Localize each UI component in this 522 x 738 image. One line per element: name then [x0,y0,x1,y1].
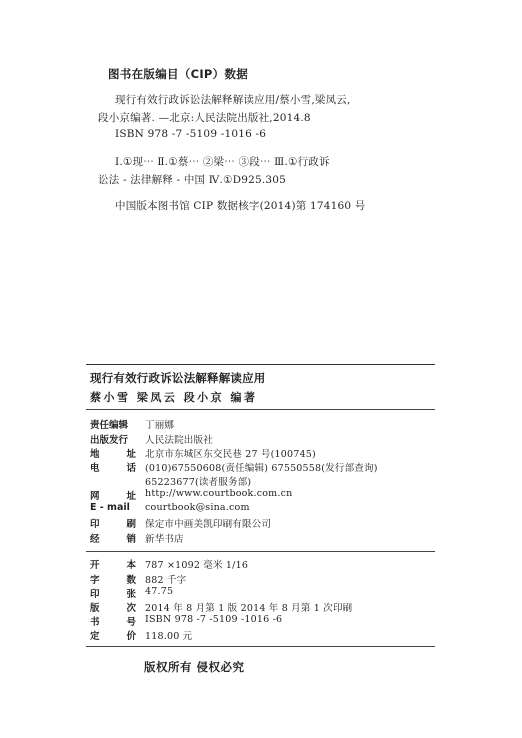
value-website: http://www.courtbook.com.cn [145,488,293,499]
cip-line-4: Ⅰ.①现⋯ Ⅱ.①蔡⋯ ②梁⋯ ③段⋯ Ⅲ.①行政诉 [115,156,330,168]
value-format: 787 ×1092 毫米 1/16 [145,560,249,571]
value-isbn: ISBN 978 -7 -5109 -1016 -6 [145,614,283,625]
value-phone: (010)67550608(责任编辑) 67550558(发行部查询) [145,463,378,474]
copyright-notice: 版权所有 侵权必究 [144,660,245,674]
value-address: 北京市东城区东交民巷 27 号(100745) [145,449,316,460]
divider-publisher [86,409,435,410]
label-isbn: 书 号 [90,617,136,628]
label-format: 开 本 [90,560,136,571]
cip-heading: 图书在版编目（CIP）数据 [108,67,249,81]
divider-specs [86,551,435,552]
label-phone: 电 话 [90,463,136,474]
cip-line-2: 段小京编著. —北京:人民法院出版社,2014.8 [98,112,311,124]
label-email: E - mail [90,502,130,513]
label-sheets: 印 张 [90,589,136,600]
book-title: 现行有效行政诉讼法解释解读应用 [90,371,266,385]
cip-line-5: 讼法 - 法律解释 - 中国 Ⅳ.①D925.305 [98,174,287,186]
label-edition: 版 次 [90,603,136,614]
label-printer: 印 刷 [90,519,136,530]
value-price: 118.00 元 [145,631,193,642]
cip-line-3: ISBN 978 -7 -5109 -1016 -6 [115,128,267,140]
label-website: 网 址 [90,491,136,502]
value-publisher: 人民法院出版社 [145,435,213,446]
value-distributor: 新华书店 [145,534,184,545]
label-distributor: 经 销 [90,534,136,545]
label-editor: 责任编辑 [90,420,129,431]
value-word-count: 882 千字 [145,575,187,586]
value-phone-reader-service: 65223677(读者服务部) [145,477,252,488]
label-word-count: 字 数 [90,575,136,586]
cip-line-6: 中国版本图书馆 CIP 数据核字(2014)第 174160 号 [115,200,366,212]
value-email: courtbook@sina.com [145,502,250,513]
value-edition: 2014 年 8 月第 1 版 2014 年 8 月第 1 次印刷 [145,603,353,614]
value-editor: 丁丽娜 [145,420,175,431]
value-sheets: 47.75 [145,586,174,597]
cip-line-1: 现行有效行政诉讼法解释解读应用/蔡小雪,梁凤云, [115,94,351,106]
label-address: 地 址 [90,449,136,460]
value-printer: 保定市中画美凯印刷有限公司 [145,519,272,530]
label-price: 定 价 [90,631,136,642]
divider-top [86,364,435,365]
divider-bottom [86,646,435,647]
book-authors: 蔡小雪 梁凤云 段小京 编著 [90,391,258,404]
label-publisher: 出版发行 [90,435,129,446]
